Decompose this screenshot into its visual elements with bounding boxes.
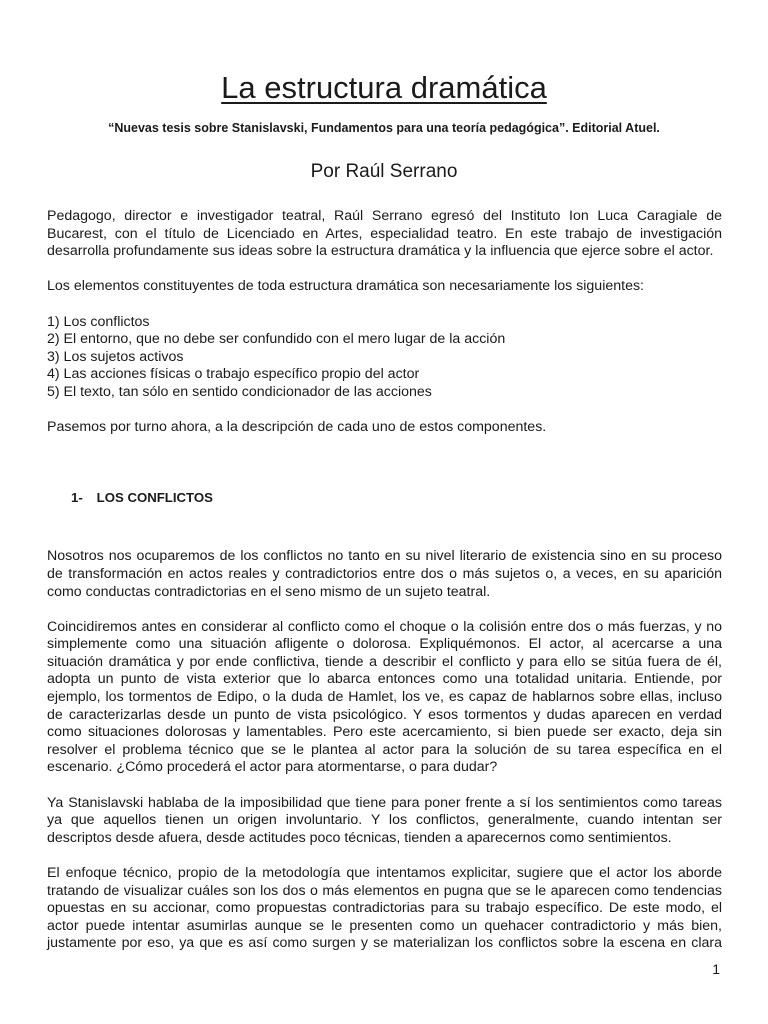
section-title: LOS CONFLICTOS — [96, 489, 213, 505]
intro-paragraph: Pedagogo, director e investigador teatral, Raúl Serrano egresó del Instituto Ion Luca Caragiale de Bucarest, con el título de Licenciado en Artes, especialidad teatro. En este trabajo de investigación desarrolla profundamente sus ideas sobre la estructura dramática y la influencia que ejerce sobre el actor. — [47, 208, 722, 260]
section-paragraph: Coincidiremos antes en considerar al conflicto como el choque o la colisión entre dos o más fuerzas, y no simplemente como una situación afligente o dolorosa. Expliquémonos. El actor, al acercarse a una situación dramática y por ende conflictiva, tiende a describir el conflicto y para ello se sitúa fuera de él, adopta un punto de vista exterior que lo abarca entonces como una totalidad unitaria. Entiende, por ejemplo, los tormentos de Edipo, o la duda de Hamlet, los ve, es capaz de hablarnos sobre ellas, incluso de caracterizarlas desde un punto de vista psicológico. Y esos tormentos y dudas aparecen en verdad como situaciones dolorosas y lamentables. Pero este acercamiento, si bien puede ser exacto, deja sin resolver el problema técnico que se le plantea al actor para la solución de su tarea específica en el escenario. ¿Cómo procederá el actor para atormentarse, o para dudar? — [47, 618, 722, 776]
elements-list — [47, 314, 722, 402]
list-item: 1) Los conflictos — [47, 313, 150, 330]
elements-intro: Los elementos constituyentes de toda estructura dramática son necesariamente los siguientes: — [47, 278, 644, 295]
list-item: 2) El entorno, que no debe ser confundido con el mero lugar de la acción — [47, 331, 506, 348]
author-line: Por Raúl Serrano — [310, 161, 458, 182]
section-paragraph: El enfoque técnico, propio de la metodología que intentamos explicitar, sugiere que el actor los aborde tratando de visualizar cuáles son los dos o más elementos en pugna que se le aparecen como tendencias opuestas en su accionar, como propuestas contradictorias para su trabajo específico. De este modo, el actor puede intentar asumirlas aunque se le presenten como un quehacer contradictorio y más bien, justamente por eso, ya que es así como surgen y se materializan los conflictos sobre la escena en clara — [47, 865, 722, 952]
section-number: 1- — [71, 489, 83, 505]
document-subtitle: “Nuevas tesis sobre Stanislavski, Fundamentos para una teoría pedagógica”. Editorial Atuel. — [108, 121, 660, 135]
document-body — [47, 208, 722, 971]
list-item: 4) Las acciones físicas o trabajo específico propio del actor — [47, 366, 420, 383]
transition-paragraph: Pasemos por turno ahora, a la descripción de cada uno de estos componentes. — [47, 419, 547, 436]
document-title: La estructura dramática — [221, 70, 547, 105]
list-item: 5) El texto, tan sólo en sentido condicionador de las acciones — [47, 383, 432, 400]
page-number: 1 — [712, 961, 720, 977]
list-item: 3) Los sujetos activos — [47, 348, 184, 365]
section-heading — [47, 489, 722, 507]
section-paragraph: Nosotros nos ocuparemos de los conflictos no tanto en su nivel literario de existencia sino en su proceso de transformación en actos reales y contradictorios entre dos o más sujetos o, a veces, en su aparición como conductas contradictorias en el seno mismo de un sujeto teatral. — [47, 548, 722, 600]
section-paragraph: Ya Stanislavski hablaba de la imposibilidad que tiene para poner frente a sí los sentimientos como tareas ya que aquellos tienen un origen involuntario. Y los conflictos, generalmente, cuando intentan ser descriptos desde afuera, desde actitudes poco técnicas, tienden a aparecernos como sentimientos. — [47, 794, 722, 846]
